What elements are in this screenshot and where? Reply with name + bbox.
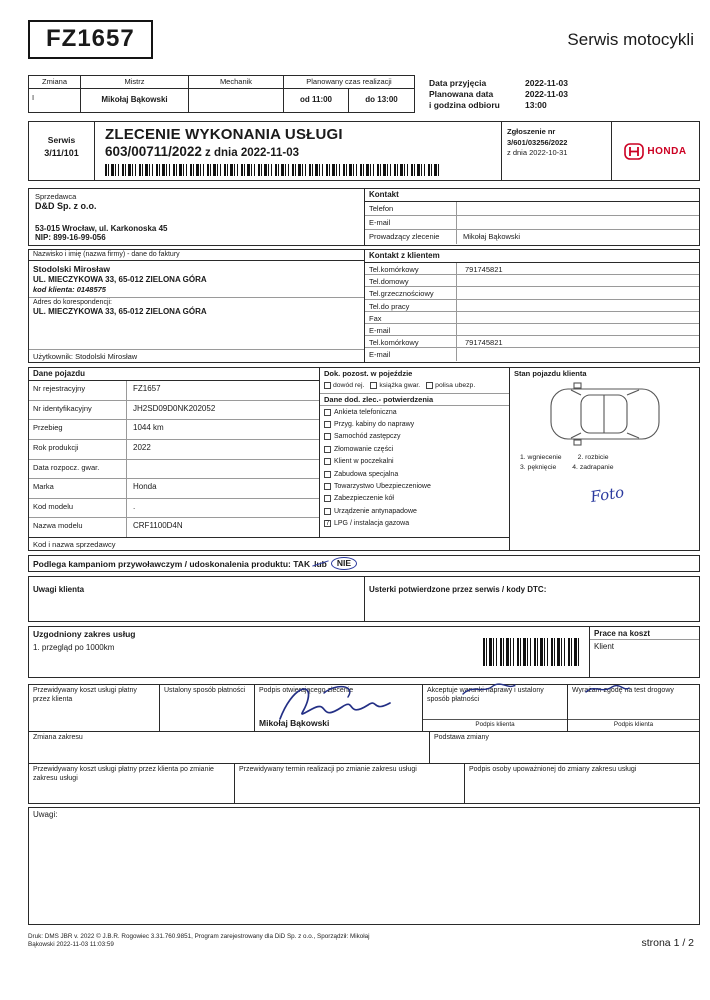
opener-name: Mikołaj Bąkowski bbox=[259, 717, 330, 728]
seller-address: 53-015 Wrocław, ul. Karkonoska 45 bbox=[35, 224, 168, 233]
campaign-text: Podlega kampaniom przywoławczym / udoskonalenia produktu: TAK bbox=[33, 558, 311, 569]
service-type-title: Serwis motocykli bbox=[567, 30, 694, 49]
checkbox-icon bbox=[370, 382, 377, 389]
doc-checkbox-item: dowód rej. bbox=[324, 382, 364, 389]
page-header bbox=[28, 20, 700, 59]
opener-signature-icon bbox=[272, 679, 422, 727]
scope-change-cell: Zmiana zakresu bbox=[33, 734, 83, 741]
vehicle-condition-panel bbox=[509, 368, 699, 550]
invoice-data-header: Nazwisko i imię (nazwa firmy) - dane do faktury bbox=[29, 250, 364, 261]
serwis-number: 3/11/101 bbox=[44, 148, 79, 158]
confirmation-item: Towarzystwo Ubezpieczeniowe bbox=[320, 480, 509, 492]
vehicle-row: Nazwa modelu CRF1100D4N bbox=[29, 518, 319, 537]
client-address: UL. MIECZYKOWA 33, 65-012 ZIELONA GÓRA bbox=[33, 275, 207, 284]
col-zmiana: Zmiana bbox=[29, 76, 81, 88]
order-number-line bbox=[105, 143, 495, 161]
checkbox-icon bbox=[324, 446, 331, 453]
czas-do: do 13:00 bbox=[365, 95, 398, 104]
data-przyjecia-label: Data przyjęcia bbox=[429, 78, 487, 88]
zgloszenie-number: 3/601/03256/2022 bbox=[507, 137, 568, 147]
doc-checkbox-item: książka gwar. bbox=[370, 382, 420, 389]
contact-table bbox=[364, 189, 699, 245]
service-defects-box: Usterki potwierdzone przez serwis / kody DTC: bbox=[364, 577, 699, 621]
mistrz-value: Mikołaj Bąkowski bbox=[81, 89, 189, 112]
campaign-lub-struck: lub bbox=[314, 558, 327, 569]
serwis-label: Serwis bbox=[47, 135, 76, 145]
checkbox-icon bbox=[324, 508, 331, 515]
cost-bearer-cell bbox=[589, 627, 699, 677]
campaign-nie-circled: NIE bbox=[331, 557, 357, 570]
client-contact-table bbox=[364, 250, 699, 362]
checkbox-icon bbox=[324, 382, 331, 389]
zgloszenie-cell bbox=[501, 122, 611, 180]
schedule-table bbox=[28, 75, 415, 113]
order-title: ZLECENIE WYKONANIA USŁUGI bbox=[105, 126, 343, 143]
vehicle-row: Przebieg 1044 km bbox=[29, 420, 319, 440]
order-date: z dnia 2022-11-03 bbox=[201, 147, 300, 159]
client-section bbox=[28, 249, 700, 363]
seller-info bbox=[29, 189, 364, 245]
checkbox-marked-icon: 7 bbox=[325, 521, 330, 528]
vehicle-section bbox=[28, 367, 700, 551]
cost-bearer-header: Prace na koszt bbox=[590, 627, 699, 640]
godzina-odbioru-value: 13:00 bbox=[525, 100, 547, 110]
honda-h-emblem-icon bbox=[624, 143, 644, 160]
schedule-value-row bbox=[29, 89, 414, 112]
confirmation-item: Złomowanie części bbox=[320, 443, 509, 455]
receive-info bbox=[429, 75, 568, 111]
cost-after-change-cell: Przewidywany koszt usługi płatny przez klienta po zmianie zakresu usługi bbox=[33, 766, 214, 782]
client-contact-row: Tel.domowy bbox=[365, 275, 699, 287]
schedule-header-row bbox=[29, 76, 414, 89]
contact-row: E-mail bbox=[365, 216, 699, 230]
serwis-cell bbox=[29, 122, 95, 180]
checkbox-icon bbox=[324, 458, 331, 465]
vehicle-row: Kod modelu . bbox=[29, 499, 319, 519]
confirmation-item: Samochód zastępczy bbox=[320, 431, 509, 443]
planowana-data-value: 2022-11-03 bbox=[525, 89, 569, 99]
checkbox-icon bbox=[324, 433, 331, 440]
vehicle-data-table bbox=[29, 368, 319, 537]
seller-name: D&D Sp. z o.o. bbox=[35, 201, 97, 211]
confirmations-header: Dane dod. zlec.- potwierdzenia bbox=[320, 394, 509, 406]
order-code-box bbox=[28, 20, 153, 59]
contact-row: Telefon bbox=[365, 202, 699, 216]
checkbox-icon bbox=[426, 382, 433, 389]
client-ink-mark-icon bbox=[459, 682, 519, 698]
zgloszenie-label: Zgłoszenie nr bbox=[507, 127, 556, 136]
col-mechanik: Mechanik bbox=[189, 76, 284, 88]
scope-main bbox=[29, 627, 483, 677]
vehicle-row: Rok produkcji 2022 bbox=[29, 440, 319, 460]
godzina-odbioru-label: i godzina odbioru bbox=[429, 100, 500, 110]
campaign-row bbox=[28, 555, 700, 572]
client-code: kod klienta: 0148575 bbox=[33, 285, 106, 294]
seller-nip: NIP: 899-16-99-056 bbox=[35, 233, 106, 242]
checkbox-icon bbox=[324, 471, 331, 478]
client-invoice-info bbox=[29, 250, 364, 362]
damage-legend-row: 3. pęknięcie 4. zadrapanie bbox=[520, 463, 614, 471]
client-signature-label: Podpis klienta bbox=[423, 719, 567, 732]
client-contact-row: Tel.komórkowy 791745821 bbox=[365, 263, 699, 275]
client-contact-row: Tel.komórkowy 791745821 bbox=[365, 336, 699, 348]
order-code: FZ1657 bbox=[46, 25, 135, 52]
data-przyjecia-value: 2022-11-03 bbox=[525, 78, 569, 88]
client-contact-row: E-mail bbox=[365, 324, 699, 336]
road-test-consent-cell: Wyrażam zgodę na test drogowy Podpis klienta bbox=[567, 685, 699, 731]
page-number: strona 1 / 2 bbox=[641, 937, 694, 949]
checkbox-icon bbox=[324, 421, 331, 428]
col-czas-realizacji: Planowany czas realizacji bbox=[306, 77, 392, 86]
cost-bearer-value: Klient bbox=[594, 642, 615, 651]
seller-label: Sprzedawca bbox=[35, 192, 77, 201]
order-barcode bbox=[105, 164, 440, 176]
signatures-section bbox=[28, 684, 700, 804]
confirmation-item: Urządzenie antynapadowe bbox=[320, 505, 509, 517]
checkbox-icon bbox=[324, 483, 331, 490]
vehicle-row: Nr identyfikacyjny JH2SD09D0NK202052 bbox=[29, 401, 319, 421]
user-row bbox=[29, 349, 364, 362]
zgloszenie-date: z dnia 2022-10-31 bbox=[507, 148, 568, 157]
confirmation-item: Ankieta telefoniczna bbox=[320, 406, 509, 418]
doc-checkbox-item: polisa ubezp. bbox=[426, 382, 475, 389]
client-contact-row: E-mail bbox=[365, 348, 699, 360]
docs-header: Dok. pozost. w pojeździe bbox=[324, 369, 413, 378]
seller-code-row: Kod i nazwa sprzedawcy bbox=[29, 537, 509, 550]
payment-method-cell: Ustalony sposób płatności bbox=[159, 685, 254, 731]
user-value: Stodolski Mirosław bbox=[75, 352, 138, 361]
remarks-section bbox=[28, 576, 700, 622]
order-title-block bbox=[28, 121, 700, 181]
opener-signature-cell: Podpis otwierającego zlecenie Mikołaj Bąkowski bbox=[254, 685, 422, 731]
documents-column bbox=[319, 368, 509, 537]
schedule-section bbox=[28, 75, 700, 113]
remarks-bottom-box bbox=[28, 807, 700, 925]
term-after-change-cell: Przewidywany termin realizacji po zmianie zakresu usługi bbox=[234, 764, 464, 803]
mechanik-value bbox=[189, 89, 284, 112]
scope-header: Uzgodniony zakres usług bbox=[33, 629, 136, 639]
vehicle-header: Dane pojazdu bbox=[29, 368, 319, 381]
damage-legend-row: 1. wgniecenie 2. rozbicie bbox=[520, 454, 609, 461]
client-remarks-box: Uwagi klienta bbox=[33, 585, 85, 594]
client-contact-row: Fax bbox=[365, 312, 699, 324]
correspondence-address: UL. MIECZYKOWA 33, 65-012 ZIELONA GÓRA bbox=[33, 307, 207, 316]
vehicle-row: Marka Honda bbox=[29, 479, 319, 499]
agreed-scope-section bbox=[28, 626, 700, 678]
confirmation-item: Przyg. kabiny do naprawy bbox=[320, 418, 509, 430]
zmiana-value: I bbox=[29, 89, 81, 112]
confirmation-item-lpg: 7 LPG / instalacja gazowa bbox=[325, 520, 410, 528]
order-number: 603/00711/2022 bbox=[105, 144, 202, 159]
docs-checkbox-row bbox=[320, 380, 509, 394]
condition-header: Stan pojazdu klienta bbox=[514, 369, 587, 378]
planowana-data-label: Planowana data bbox=[429, 89, 494, 99]
correspondence-label: Adres do korespondencji: bbox=[29, 297, 364, 306]
col-mistrz: Mistrz bbox=[81, 76, 189, 88]
scope-barcode bbox=[483, 638, 579, 666]
client-contact-row: Tel.do pracy bbox=[365, 300, 699, 312]
order-title-main bbox=[95, 122, 501, 180]
confirmation-item: Zabezpieczenie kół bbox=[320, 493, 509, 505]
uwagi-label: Uwagi: bbox=[33, 810, 58, 819]
contact-row: Prowadzący zlecenie Mikołaj Bąkowski bbox=[365, 230, 699, 244]
accept-terms-cell: Akceptuje warunki naprawy i ustalony sposób płatności Podpis klienta bbox=[422, 685, 567, 731]
authorized-signature-cell: Podpis osoby upoważnionej do zmiany zakresu usługi bbox=[464, 764, 699, 803]
checkbox-icon bbox=[324, 409, 331, 416]
vehicle-row: Nr rejestracyjny FZ1657 bbox=[29, 381, 319, 401]
confirmation-item: Zabudowa specjalna bbox=[320, 468, 509, 480]
expected-cost-cell: Przewidywany koszt usługi płatny przez klienta bbox=[33, 687, 137, 703]
user-label: Użytkownik: bbox=[33, 352, 74, 361]
vehicle-row: Data rozpocz. gwar. bbox=[29, 460, 319, 480]
client-contact-header: Kontakt z klientem bbox=[365, 250, 699, 263]
scope-item: 1. przegląd po 1000km bbox=[33, 643, 115, 652]
contact-header: Kontakt bbox=[365, 189, 699, 202]
car-top-view-icon bbox=[541, 381, 669, 447]
confirmation-item: Klient w poczekalni bbox=[320, 456, 509, 468]
print-info: Druk: DMS JBR v. 2022 © J.B.R. Rogowiec 3.31.760.9851, Program zarejestrowany dla DiD Sp. z o.o., Sporządził: Mikołaj Bąkowski 2022-11-03 11:03:59 bbox=[28, 933, 370, 948]
client-ink-mark-icon bbox=[582, 682, 632, 698]
handwritten-foto-note: Foto bbox=[589, 483, 626, 507]
honda-logo bbox=[611, 122, 699, 180]
czas-od: od 11:00 bbox=[284, 89, 349, 112]
page-footer bbox=[28, 933, 700, 949]
client-name: Stodolski Mirosław bbox=[33, 264, 110, 274]
change-basis-cell: Podstawa zmiany bbox=[429, 732, 699, 763]
honda-wordmark: HONDA bbox=[647, 145, 687, 157]
checkbox-icon bbox=[324, 495, 331, 502]
client-contact-row: Tel.grzecznościowy bbox=[365, 287, 699, 299]
client-signature-label: Podpis klienta bbox=[568, 719, 699, 732]
seller-section bbox=[28, 188, 700, 246]
